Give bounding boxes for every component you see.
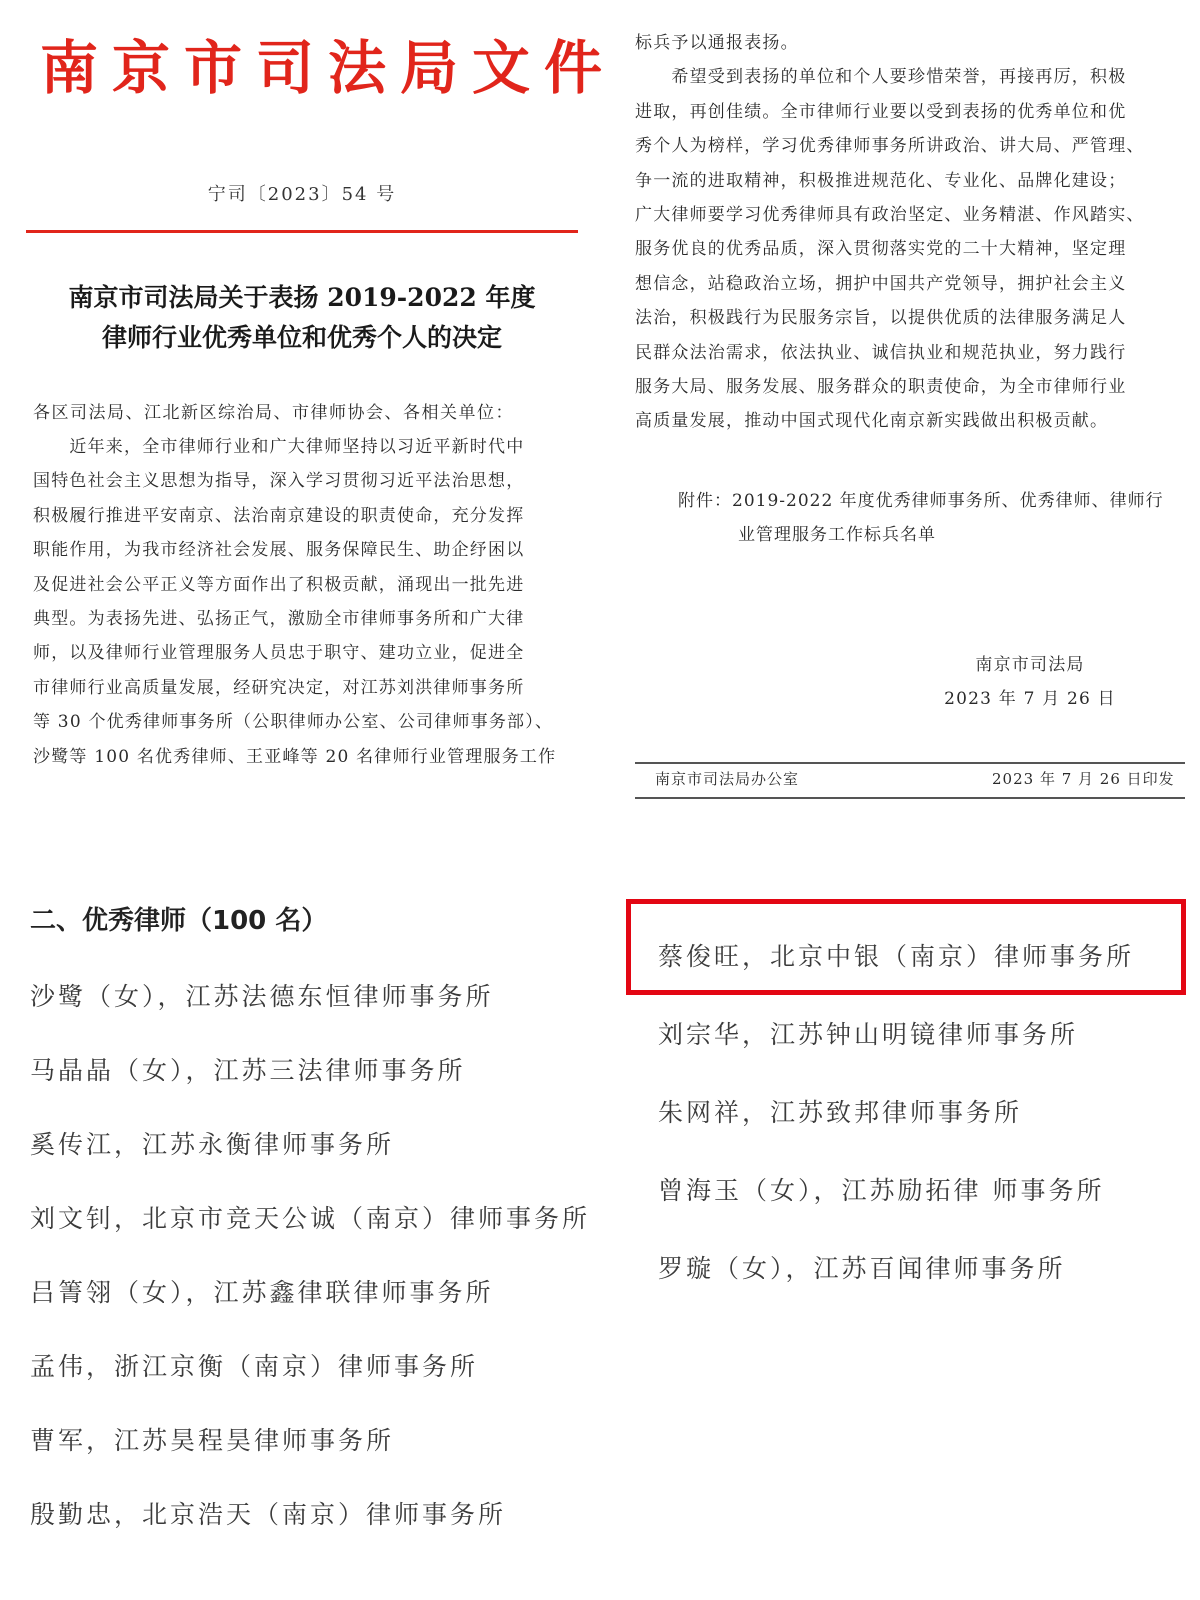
body-line: 高质量发展，推动中国式现代化南京新实践做出积极贡献。 [635,411,1109,432]
list-item: 殷勤忠，北京浩天（南京）律师事务所 [30,1500,507,1529]
section-heading: 二、优秀律师（100 名） [30,906,328,936]
signature-block [940,648,1120,716]
document-title-line-2: 律师行业优秀单位和优秀个人的决定 [101,323,502,352]
body-line: 职能作用，为我市经济社会发展、服务保障民生、助企纾困以 [33,540,525,561]
red-divider [26,230,578,233]
body-line: 师，以及律师行业管理服务人员忠于职守、建功立业，促进全 [33,643,525,664]
body-line: 沙鹭等 100 名优秀律师、王亚峰等 20 名律师行业管理服务工作 [33,746,557,767]
footer-print-date: 2023 年 7 月 26 日印发 [992,770,1175,788]
list-item: 刘文钊，北京市竞天公诚（南京）律师事务所 [30,1204,591,1233]
body-line: 法治，积极践行为民服务宗旨，以提供优质的法律服务满足人 [635,308,1127,329]
body-text-right [635,26,1195,439]
list-item: 罗璇（女），江苏百闻律师事务所 [658,1254,1066,1283]
body-line: 广大律师要学习优秀律师具有政治坚定、业务精湛、作风踏实、 [635,205,1145,226]
body-line: 服务优良的优秀品质，深入贯彻落实党的二十大精神，坚定理 [635,239,1127,260]
list-item: 沙鹭（女），江苏法德东恒律师事务所 [30,982,494,1011]
body-line: 争一流的进取精神，积极推进规范化、专业化、品牌化建设； [635,170,1127,191]
body-line: 民群众法治需求，依法执业、诚信执业和规范执业，努力践行 [635,342,1127,363]
list-item: 马晶晶（女），江苏三法律师事务所 [30,1056,466,1085]
body-line: 积极履行推进平安南京、法治南京建设的职责使命，充分发挥 [33,505,525,526]
footer-divider-bottom [635,797,1185,799]
body-line: 秀个人为榜样，学习优秀律师事务所讲政治、讲大局、严管理、 [635,136,1145,157]
body-line: 希望受到表扬的单位和个人要珍惜荣誉，再接再厉，积极 [635,67,1127,88]
list-item: 曹军，江苏昊程昊律师事务所 [30,1426,395,1455]
lawyer-list-left [30,960,610,1552]
document-header-title: 南京市司法局文件 [40,34,617,102]
body-line: 及促进社会公平正义等方面作出了积极贡献，涌现出一批先进 [33,574,525,595]
issue-date: 2023 年 7 月 26 日 [944,689,1116,709]
body-line: 典型。为表扬先进、弘扬正气，激励全市律师事务所和广大律 [33,609,525,630]
body-line: 标兵予以通报表扬。 [635,33,799,53]
body-line: 国特色社会主义思想为指导，深入学习贯彻习近平法治思想， [33,471,525,492]
body-line: 近年来，全市律师行业和广大律师坚持以习近平新时代中 [33,437,525,457]
footer-office: 南京市司法局办公室 [655,770,800,788]
list-item: 朱网祥，江苏致邦律师事务所 [658,1098,1023,1127]
footer-divider-top [635,762,1185,764]
body-line: 等 30 个优秀律师事务所（公职律师办公室、公司律师事务部）、 [33,712,554,733]
body-line: 服务大局、服务发展、服务群众的职责使命，为全市律师行业 [635,377,1127,398]
salutation: 各区司法局、江北新区综治局、市律师协会、各相关单位： [33,403,514,423]
list-item-highlighted: 蔡俊旺，北京中银（南京）律师事务所 [658,942,1135,971]
attachment-line-2: 业管理服务工作标兵名单 [738,525,936,545]
issuer-name: 南京市司法局 [975,655,1085,675]
list-item: 吕箐翎（女），江苏鑫律联律师事务所 [30,1278,494,1307]
attachment-note [678,484,1198,552]
lawyer-list-right [658,918,1198,1308]
body-line: 市律师行业高质量发展，经研究决定，对江苏刘洪律师事务所 [33,677,525,698]
body-line: 进取，再创佳绩。全市律师行业要以受到表扬的优秀单位和优 [635,101,1127,122]
document-number: 宁司〔2023〕54 号 [207,184,397,205]
body-text-left [33,430,593,774]
document-title-line-1: 南京市司法局关于表扬 2019-2022 年度 [68,283,536,312]
attachment-line-1: 附件：2019-2022 年度优秀律师事务所、优秀律师、律师行 [678,491,1164,511]
list-item: 孟伟，浙江京衡（南京）律师事务所 [30,1352,479,1381]
list-item: 奚传江，江苏永衡律师事务所 [30,1130,395,1159]
body-line: 想信念，站稳政治立场，拥护中国共产党领导，拥护社会主义 [635,273,1127,294]
document-title [26,278,578,358]
list-item: 曾海玉（女），江苏励拓律 师事务所 [658,1176,1105,1205]
list-item: 刘宗华，江苏钟山明镜律师事务所 [658,1020,1079,1049]
